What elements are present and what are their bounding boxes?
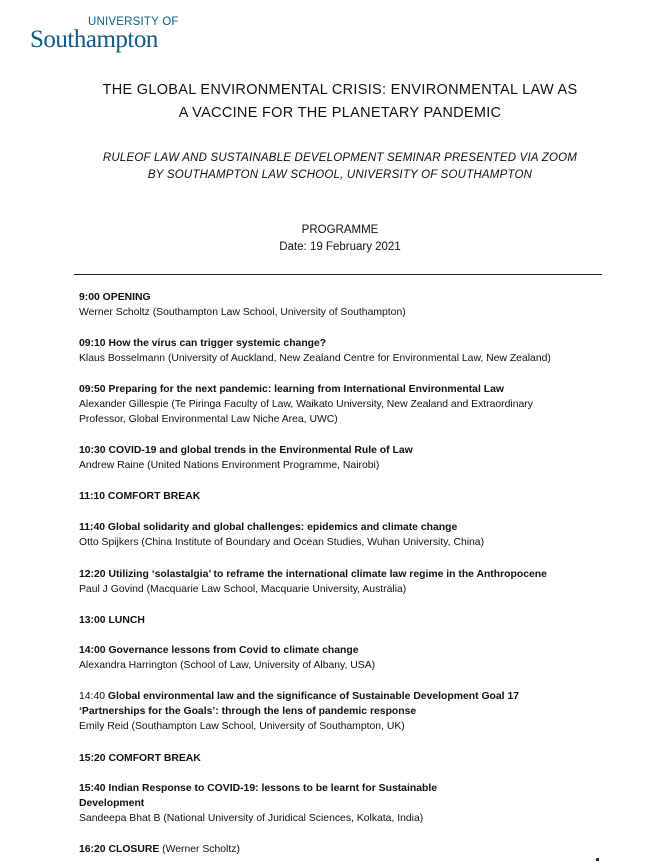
item-speaker: Emily Reid (Southampton Law School, University of Southampton, UK): [79, 721, 405, 732]
item-heading-continued: ‘Partnerships for the Goals’: through the lens of pandemic response: [79, 706, 417, 717]
item-time: 14:40: [79, 691, 108, 702]
programme-item: [79, 842, 619, 857]
programme-item: [79, 751, 619, 766]
item-heading-continued: Development: [79, 798, 145, 809]
item-heading: 11:10 COMFORT BREAK: [79, 491, 201, 502]
item-heading: 10:30 COVID-19 and global trends in the Environmental Rule of Law: [79, 445, 413, 456]
item-speaker: Alexander Gillespie (Te Piringa Faculty of Law, Waikato University, New Zealand and Extraordinary: [79, 399, 533, 410]
item-heading: [79, 689, 619, 704]
programme-item: [79, 443, 619, 473]
item-title-suffix: (Werner Scholtz): [159, 844, 240, 855]
item-heading: 14:00 Governance lessons from Covid to climate change: [79, 645, 359, 656]
programme-item: [79, 290, 619, 320]
programme-item: [79, 489, 619, 504]
item-title: 16:20 CLOSURE: [79, 844, 160, 855]
item-speaker: Sandeepa Bhat B (National University of Juridical Sciences, Kolkata, India): [79, 813, 424, 824]
programme-item: [79, 689, 619, 734]
page-mark: [596, 858, 599, 861]
programme-date: Date: 19 February 2021: [279, 241, 401, 253]
item-speaker-continued: Professor, Global Environmental Law Niche Area, UWC): [79, 414, 338, 425]
logo-southampton: Southampton: [30, 26, 158, 53]
programme-item: [79, 382, 619, 427]
item-speaker: Paul J Govind (Macquarie Law School, Macquarie University, Australia): [79, 584, 407, 595]
item-speaker: Alexandra Harrington (School of Law, University of Albany, USA): [79, 660, 376, 671]
item-heading: 13:00 LUNCH: [79, 615, 145, 626]
item-title: Global environmental law and the significance of Sustainable Development Goal 17: [107, 691, 519, 702]
item-heading: 12:20 Utilizing ‘solastalgia’ to reframe the international climate law regime in the Anthropocene: [79, 569, 547, 580]
item-heading: 9:00 OPENING: [79, 292, 151, 303]
item-speaker: Werner Scholtz (Southampton Law School, University of Southampton): [79, 307, 406, 318]
programme-item: [79, 781, 619, 826]
logo-university-of: UNIVERSITY OF: [88, 16, 179, 28]
programme-item: [79, 643, 619, 673]
programme-item: [79, 336, 619, 366]
programme-item: [79, 613, 619, 628]
programme-item: [79, 520, 619, 550]
item-heading: 09:10 How the virus can trigger systemic change?: [79, 338, 327, 349]
item-heading: [79, 842, 619, 857]
item-heading: 15:20 COMFORT BREAK: [79, 753, 201, 764]
item-speaker: Andrew Raine (United Nations Environment Programme, Nairobi): [79, 460, 380, 471]
divider: [74, 274, 602, 275]
item-speaker: Klaus Bosselmann (University of Auckland, New Zealand Centre for Environmental Law, New Zealand): [79, 353, 551, 364]
programme-label: PROGRAMME: [301, 224, 379, 236]
university-logo: [30, 16, 190, 56]
item-heading: 15:40 Indian Response to COVID-19: lessons to be learnt for Sustainable: [79, 783, 437, 794]
subtitle-line-1: RULEOF LAW AND SUSTAINABLE DEVELOPMENT SEMINAR PRESENTED VIA ZOOM: [102, 152, 578, 164]
programme-item: [79, 567, 619, 597]
item-speaker: Otto Spijkers (China Institute of Boundary and Ocean Studies, Wuhan University, China): [79, 537, 485, 548]
item-heading: 11:40 Global solidarity and global challenges: epidemics and climate change: [79, 522, 458, 533]
page-title-line-2: A VACCINE FOR THE PLANETARY PANDEMIC: [178, 105, 502, 121]
item-heading: 09:50 Preparing for the next pandemic: learning from International Environmental Law: [79, 384, 504, 395]
page-title-line-1: THE GLOBAL ENVIRONMENTAL CRISIS: ENVIRONMENTAL LAW AS: [102, 82, 578, 98]
subtitle-line-2: BY SOUTHAMPTON LAW SCHOOL, UNIVERSITY OF SOUTHAMPTON: [147, 169, 533, 181]
